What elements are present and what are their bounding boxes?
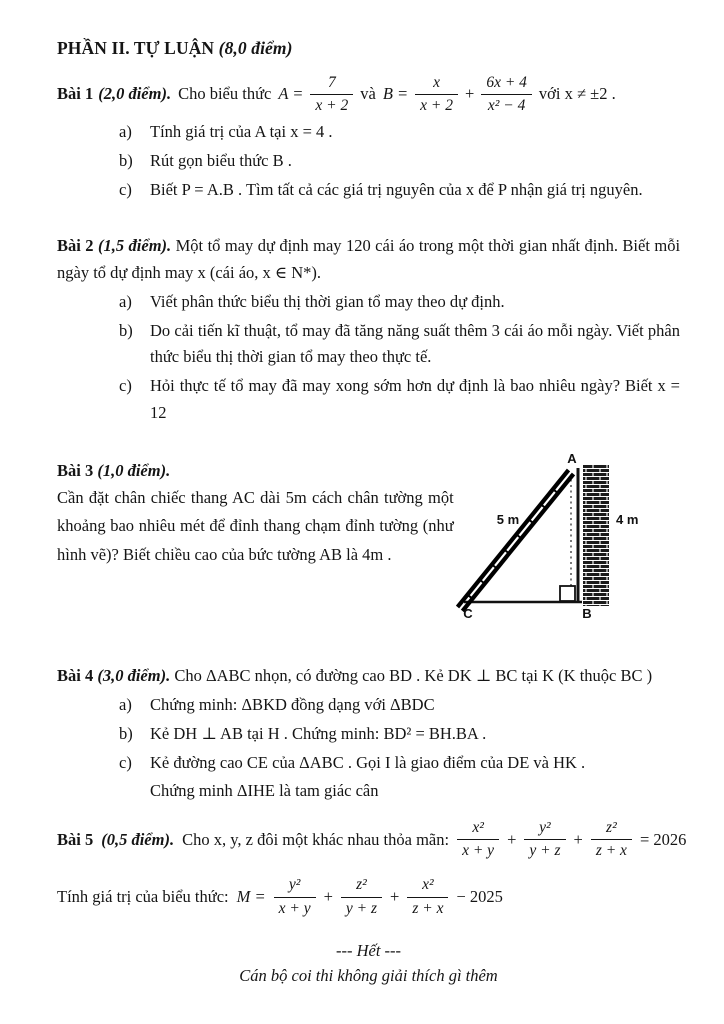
section-title: PHẦN II. TỰ LUẬN <box>57 38 215 58</box>
problem-3-text-column <box>57 458 454 635</box>
brick-wall <box>583 464 609 606</box>
plus-sign: + <box>465 84 475 104</box>
eq1-f3-denominator: z + x <box>595 842 627 860</box>
problem-4-item-c <box>57 750 680 776</box>
item-text: Kẻ DH ⊥ AB tại H . Chứng minh: BD² = BH.BA . <box>150 724 487 744</box>
problem-2 <box>57 233 680 425</box>
fraction-b1-numerator: x <box>415 73 458 95</box>
problem-4-label: Bài 4 <box>57 665 94 685</box>
proctor-note: Cán bộ coi thi không giải thích gì thêm <box>239 965 498 985</box>
eq2-fraction-1 <box>274 875 316 918</box>
eq2-f1-numerator: y² <box>274 875 316 897</box>
item-text: Viết phân thức biểu thị thời gian tổ may theo dự định. <box>150 292 505 312</box>
fraction-b2-denominator: x² − 4 <box>487 97 526 115</box>
plus-sign: + <box>323 887 333 907</box>
math-conjunction: và <box>360 84 376 104</box>
fraction-a-denominator: x + 2 <box>315 97 349 115</box>
eq2-f2-numerator: z² <box>341 875 382 897</box>
problem-1-item-b <box>57 148 680 174</box>
eq1-f2-numerator: y² <box>524 818 565 840</box>
eq1-fraction-1 <box>457 818 499 861</box>
eq1-fraction-3 <box>591 818 632 861</box>
problem-5 <box>57 818 687 919</box>
problem-4 <box>57 663 680 805</box>
problem-5-lead: Cho x, y, z đôi một khác nhau thỏa mãn: <box>182 829 450 849</box>
problem-2-label: Bài 2 <box>57 236 94 256</box>
math-b-lhs: B = <box>382 84 409 104</box>
eq2-fraction-2 <box>341 875 382 918</box>
item-marker: a) <box>119 122 132 142</box>
item-marker: c) <box>119 376 132 396</box>
problem-5-equation-1 <box>57 818 687 861</box>
fraction-b1 <box>415 73 458 116</box>
vertex-a-label: A <box>567 451 577 466</box>
eq2-f3-denominator: z + x <box>412 899 444 917</box>
eq1-result: = 2026 <box>639 829 687 849</box>
eq2-f2-denominator: y + z <box>345 899 378 917</box>
ladder-wall-diagram <box>456 452 656 630</box>
right-angle-mark <box>560 586 575 601</box>
problem-4-item-c-line2: Chứng minh ΔIHE là tam giác cân <box>150 781 379 801</box>
eq1-fraction-2 <box>524 818 565 861</box>
problem-3-figure <box>456 452 680 635</box>
problem-4-item-a <box>57 692 680 718</box>
vertex-b-label: B <box>582 605 592 621</box>
eq2-fraction-3 <box>407 875 448 918</box>
problem-4-item-b <box>57 721 680 747</box>
item-text: Tính giá trị của A tại x = 4 . <box>150 122 333 142</box>
item-text: Do cải tiến kĩ thuật, tổ may đã tăng năng suất thêm 3 cái áo mỗi ngày. Viết phân thức biểu thị thời gian tổ may theo thực tế. <box>150 321 680 367</box>
fraction-a <box>310 73 353 116</box>
vertex-c-label: C <box>463 605 473 621</box>
problem-1-label: Bài 1 <box>57 84 94 104</box>
wall-height-label: 4 m <box>615 511 639 527</box>
end-marker: --- Hết --- <box>335 940 402 960</box>
problem-3-points: (1,0 điểm). <box>97 460 171 480</box>
eq2-f3-numerator: x² <box>407 875 448 897</box>
item-text: Biết P = A.B . Tìm tất cả các giá trị nguyên của x để P nhận giá trị nguyên. <box>150 180 643 200</box>
section-points: (8,0 điểm) <box>218 38 293 58</box>
problem-2-stem <box>57 233 680 286</box>
item-marker: a) <box>119 292 132 312</box>
problem-4-points: (3,0 điểm). <box>97 665 171 685</box>
problem-2-item-a <box>57 289 680 315</box>
problem-2-item-c <box>57 373 680 425</box>
problem-2-points: (1,5 điểm). <box>98 236 172 256</box>
problem-3-heading <box>57 458 454 484</box>
problem-5-label: Bài 5 <box>57 829 94 849</box>
section-heading <box>57 38 680 59</box>
fraction-b1-denominator: x + 2 <box>420 97 453 115</box>
problem-1 <box>57 73 680 203</box>
eq2-f1-denominator: x + y <box>278 899 311 917</box>
eq1-f2-denominator: y + z <box>529 842 561 860</box>
problem-5-lead-2: Tính giá trị của biểu thức: <box>57 887 229 907</box>
item-text: Hỏi thực tế tổ may đã may xong sớm hơn dự định là bao nhiêu ngày? Biết x = 12 <box>150 376 680 422</box>
item-marker: b) <box>119 321 133 341</box>
math-a-lhs: A = <box>278 84 304 104</box>
page-footer <box>57 941 680 986</box>
problem-3-label: Bài 3 <box>57 460 94 480</box>
problem-1-item-c <box>57 177 680 203</box>
eq2-result: − 2025 <box>456 887 503 907</box>
item-marker: c) <box>119 753 132 773</box>
item-text: Kẻ đường cao CE của ΔABC . Gọi I là giao điểm của DE và HK . <box>150 753 586 773</box>
item-text: Chứng minh: ΔBKD đồng dạng với ΔBDC <box>150 694 435 714</box>
problem-1-lead: Cho biểu thức <box>178 84 272 104</box>
plus-sign: + <box>390 887 400 907</box>
problem-5-equation-2 <box>57 875 680 918</box>
plus-sign: + <box>507 829 517 849</box>
problem-2-text: Một tổ may dự định may 120 cái áo trong một thời gian nhất định. Biết mỗi ngày tổ dự định may x (cái áo, x ∈ N*). <box>57 236 681 282</box>
problem-3 <box>57 451 680 635</box>
eq1-f1-denominator: x + y <box>462 842 495 860</box>
problem-3-statement: Cần đặt chân chiếc thang AC dài 5m cách chân tường một khoảng bao nhiêu mét để đỉnh thang chạm đỉnh tường (như hình vẽ)? Biết chiều cao của bức tường AB là 4m . <box>57 487 454 564</box>
ladder-length-label: 5 m <box>496 511 519 527</box>
item-marker: c) <box>119 180 132 200</box>
eq1-f3-numerator: z² <box>591 818 632 840</box>
ladder-rungs <box>467 489 558 599</box>
problem-1-points: (2,0 điểm). <box>98 84 172 104</box>
ladder-rail-right <box>462 474 573 611</box>
fraction-b2 <box>481 73 532 116</box>
item-marker: b) <box>119 724 133 744</box>
problem-5-points: (0,5 điểm). <box>101 829 175 849</box>
math-condition: với x ≠ ±2 . <box>538 84 616 104</box>
eq1-f1-numerator: x² <box>457 818 499 840</box>
item-text: Rút gọn biểu thức B . <box>150 151 292 171</box>
eq2-lhs: M = <box>236 887 266 907</box>
problem-4-text: Cho ΔABC nhọn, có đường cao BD . Kẻ DK ⊥ BC tại K (K thuộc BC ) <box>174 665 653 685</box>
plus-sign: + <box>573 829 583 849</box>
item-marker: b) <box>119 151 133 171</box>
fraction-b2-numerator: 6x + 4 <box>481 73 532 95</box>
problem-4-stem <box>57 663 680 689</box>
problem-1-stem <box>57 73 680 116</box>
fraction-a-numerator: 7 <box>310 73 353 95</box>
item-marker: a) <box>119 694 132 714</box>
problem-1-item-a <box>57 119 680 145</box>
ladder-rail-left <box>457 470 568 607</box>
problem-2-item-b <box>57 318 680 370</box>
